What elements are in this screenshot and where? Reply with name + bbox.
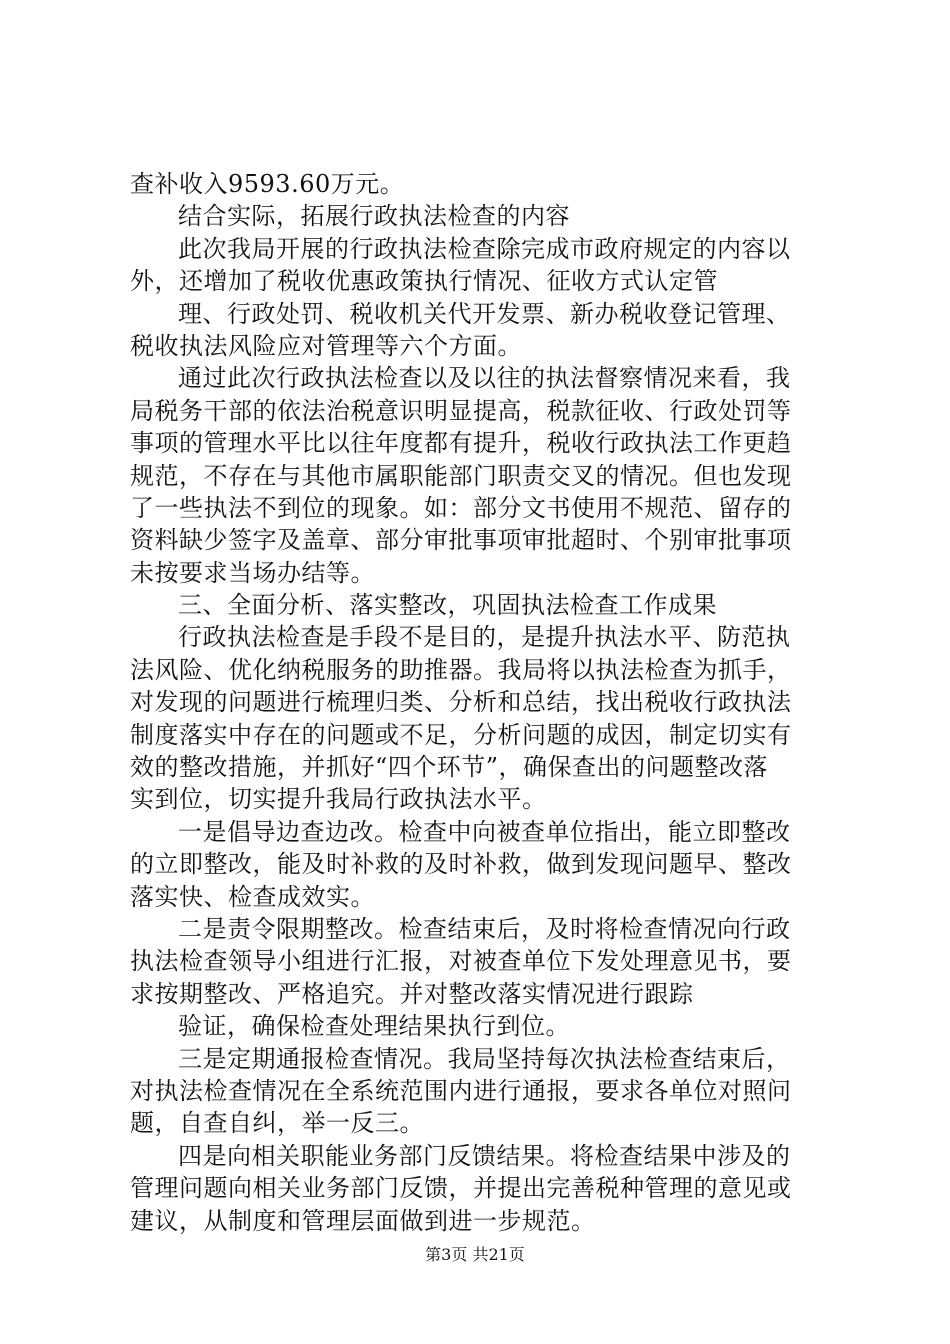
text-line: 三、全面分析、落实整改，巩固执法检查工作成果 [178, 591, 717, 620]
text-line: 规范，不存在与其他市属职能部门职责交叉的情况。但也发现 [130, 461, 792, 490]
text-line: 资料缺少签字及盖章、部分审批事项审批超时、个别审批事项 [130, 526, 792, 555]
text-line: 四是向相关职能业务部门反馈结果。将检查结果中涉及的 [178, 1141, 791, 1170]
text-line: 行政执法检查是手段不是目的，是提升执法水平、防范执 [178, 623, 791, 652]
text-line: 管理问题向相关业务部门反馈，并提出完善税种管理的意见或 [130, 1174, 792, 1203]
text-line: 了一些执法不到位的现象。如：部分文书使用不规范、留存的 [130, 493, 792, 522]
text-line: 实到位，切实提升我局行政执法水平。 [130, 785, 547, 814]
text-line: 执法检查领导小组进行汇报，对被查单位下发处理意见书，要 [130, 947, 792, 976]
text-line: 未按要求当场办结等。 [130, 558, 375, 587]
text-line: 求按期整改、严格追究。并对整改落实情况进行跟踪 [130, 979, 694, 1008]
text-line: 效的整改措施，并抓好“四个环节”，确保查出的问题整改落 [130, 753, 769, 782]
text-line: 外，还增加了税收优惠政策执行情况、征收方式认定管 [130, 267, 718, 296]
text-line: 对执法检查情况在全系统范围内进行通报，要求各单位对照问 [130, 1076, 792, 1105]
text-line: 理、行政处罚、税收机关代开发票、新办税收登记管理、 [178, 299, 791, 328]
text-line: 验证，确保检查处理结果执行到位。 [178, 1012, 570, 1041]
text-line: 落实快、检查成效实。 [130, 882, 375, 911]
text-line: 对发现的问题进行梳理归类、分析和总结，找出税收行政执法 [130, 688, 792, 717]
text-line: 的立即整改，能及时补救的及时补救，做到发现问题早、整改 [130, 850, 792, 879]
text-line: 制度落实中存在的问题或不足，分析问题的成因，制定切实有 [130, 720, 792, 749]
text-line: 三是定期通报检查情况。我局坚持每次执法检查结束后， [178, 1044, 791, 1073]
page-footer: 第3页 共21页 [425, 1245, 525, 1264]
text-line: 查补收入9593.60万元。 [130, 170, 405, 198]
text-line: 局税务干部的依法治税意识明显提高，税款征收、行政处罚等 [130, 396, 792, 425]
text-line: 二是责令限期整改。检查结束后，及时将检查情况向行政 [178, 914, 791, 943]
text-line: 事项的管理水平比以往年度都有提升，税收行政执法工作更趋 [130, 429, 792, 458]
text-line: 一是倡导边查边改。检查中向被查单位指出，能立即整改 [178, 817, 791, 846]
text-line: 法风险、优化纳税服务的助推器。我局将以执法检查为抓手， [130, 655, 792, 684]
text-line: 建议，从制度和管理层面做到进一步规范。 [130, 1206, 596, 1235]
text-line: 题，自查自纠，举一反三。 [130, 1109, 424, 1138]
text-line: 通过此次行政执法检查以及以往的执法督察情况来看，我 [178, 364, 791, 393]
text-line: 此次我局开展的行政执法检查除完成市政府规定的内容以 [178, 234, 791, 263]
text-line: 税收执法风险应对管理等六个方面。 [130, 331, 522, 360]
text-line: 结合实际，拓展行政执法检查的内容 [178, 202, 570, 231]
document-body [130, 168, 830, 1237]
